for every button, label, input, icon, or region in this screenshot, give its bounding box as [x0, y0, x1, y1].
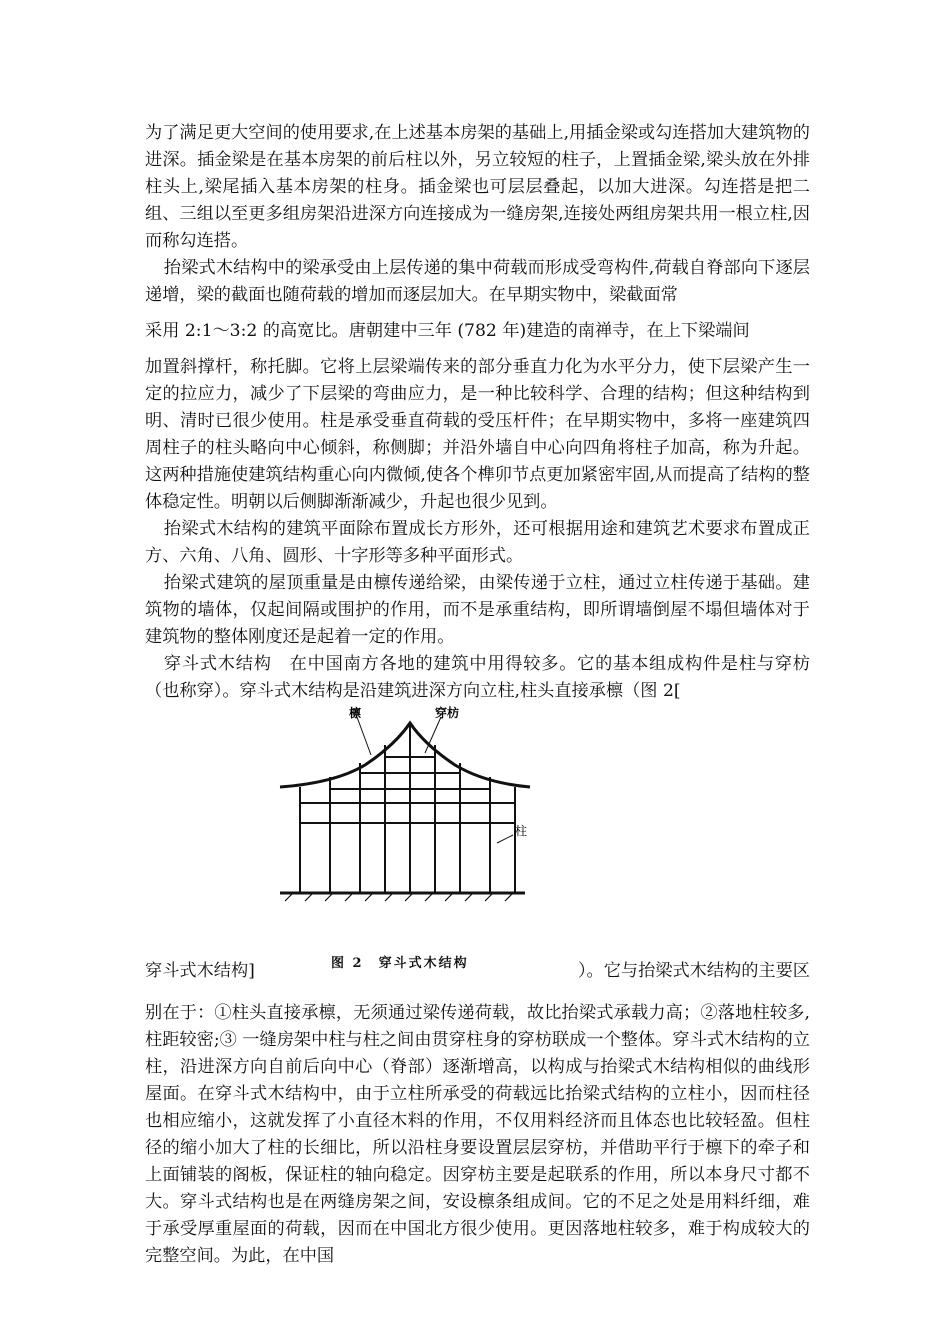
caption-row — [145, 950, 810, 990]
caption-left-text: 穿斗式木结构] — [145, 961, 255, 981]
paragraph-tuojiao: 加置斜撑杆，称托脚。它将上层梁端传来的部分垂直力化为水平分力，使下层梁产生一定的拉应力，减少了下层梁的弯曲应力，是一种比较科学、合理的结构；但这种结构到明、清时已很少使用。柱是承受垂直荷载的受压杆件；在早期实物中，多将一座建筑四周柱子的柱头略向中心倾斜，称侧脚；并沿外墙自中心向四角将柱子加高，称为升起。这两种措施使建筑结构重心向内微倾,使各个榫卯节点更加紧密牢固,从而提高了结构的整体稳定性。明朝以后侧脚渐渐减少，升起也很少见到。 — [145, 357, 810, 512]
label-tiebeam: 穿枋 — [435, 706, 460, 720]
paragraph-plan-forms: 抬梁式木结构的建筑平面除布置成长方形外，还可根据用途和建筑艺术要求布置成正方、六角、八角、圆形、十字形等多种平面形式。 — [145, 519, 810, 566]
label-column: 柱 — [515, 824, 528, 838]
paragraph-chuandou-differences: 别在于：①柱头直接承檩，无须通过梁传递荷载，故比抬梁式承载力高；②落地柱较多,柱距较密;③ 一缝房架中柱与柱之间由贯穿柱身的穿枋联成一个整体。穿斗式木结构的立柱，沿进深方向自前后向中心（脊部）逐渐增高，以构成与抬梁式木结构相似的曲线形屋面。在穿斗式木结构中，由于立柱所承受的荷载远比抬梁式结构的立柱小，因而柱径也相应缩小，这就发挥了小直径木料的作用，不仅用料经济而且体态也比较轻盈。但柱径的缩小加大了柱的长细比，所以沿柱身要设置层层穿枋，并借助平行于檩下的牵子和上面铺装的阁板，保证柱的轴向稳定。因穿枋主要是起联系的作用，所以本身尺寸都不大。穿斗式结构也是在两缝房架之间，安设檩条组成间。它的不足之处是用料纤细，难于承受厚重屋面的荷载，因而在中国北方很少使用。更因落地柱较多，难于构成较大的完整空间。为此，在中国 — [145, 1003, 810, 1266]
paragraph-chajinliang: 为了满足更大空间的使用要求,在上述基本房架的基础上,用插金梁或勾连搭加大建筑物的进深。插金梁是在基本房架的前后柱以外，另立较短的柱子，上置插金梁,梁头放在外排柱头上,梁尾插入基本房架的柱身。插金梁也可层层叠起，以加大进深。勾连搭是把二组、三组以至更多组房架沿进深方向连接成为一缝房架,连接处两组房架共用一根立柱,因而称勾连搭。 — [145, 123, 810, 251]
paragraph-roof-load: 抬梁式建筑的屋顶重量是由檩传递给梁，由梁传递于立柱，通过立柱传递于基础。建筑物的墙体，仅起间隔或围护的作用，而不是承重结构，即所谓墙倒屋不塌但墙体对于建筑物的整体刚度还是起着一定的作用。 — [145, 573, 810, 647]
paragraph-tailiang-beams: 抬梁式木结构中的梁承受由上层传递的集中荷载而形成受弯构件,荷载自脊部向下逐层递增，梁的截面也随荷载的增加而逐层加大。在早期实物中，梁截面常 — [145, 258, 810, 305]
paragraph-chuandou-intro: 穿斗式木结构 在中国南方各地的建筑中用得较多。它的基本组成构件是柱与穿枋（也称穿）。穿斗式木结构是沿建筑进深方向立柱,柱头直接承檩（图 2[ — [145, 654, 810, 701]
paragraph-ratio-line: 采用 2:1～3:2 的高宽比。唐朝建中三年 (782 年)建造的南禅寺，在上下梁端间 — [145, 321, 750, 341]
figure-caption: 图 2 穿斗式木结构 — [331, 956, 469, 971]
label-purlin: 檩 — [349, 706, 362, 720]
document-page — [145, 120, 810, 1270]
chuandou-structure-diagram — [275, 705, 535, 945]
caption-right-text: ）。它与抬梁式木结构的主要区 — [577, 961, 810, 981]
figure-chuandou — [145, 705, 810, 950]
